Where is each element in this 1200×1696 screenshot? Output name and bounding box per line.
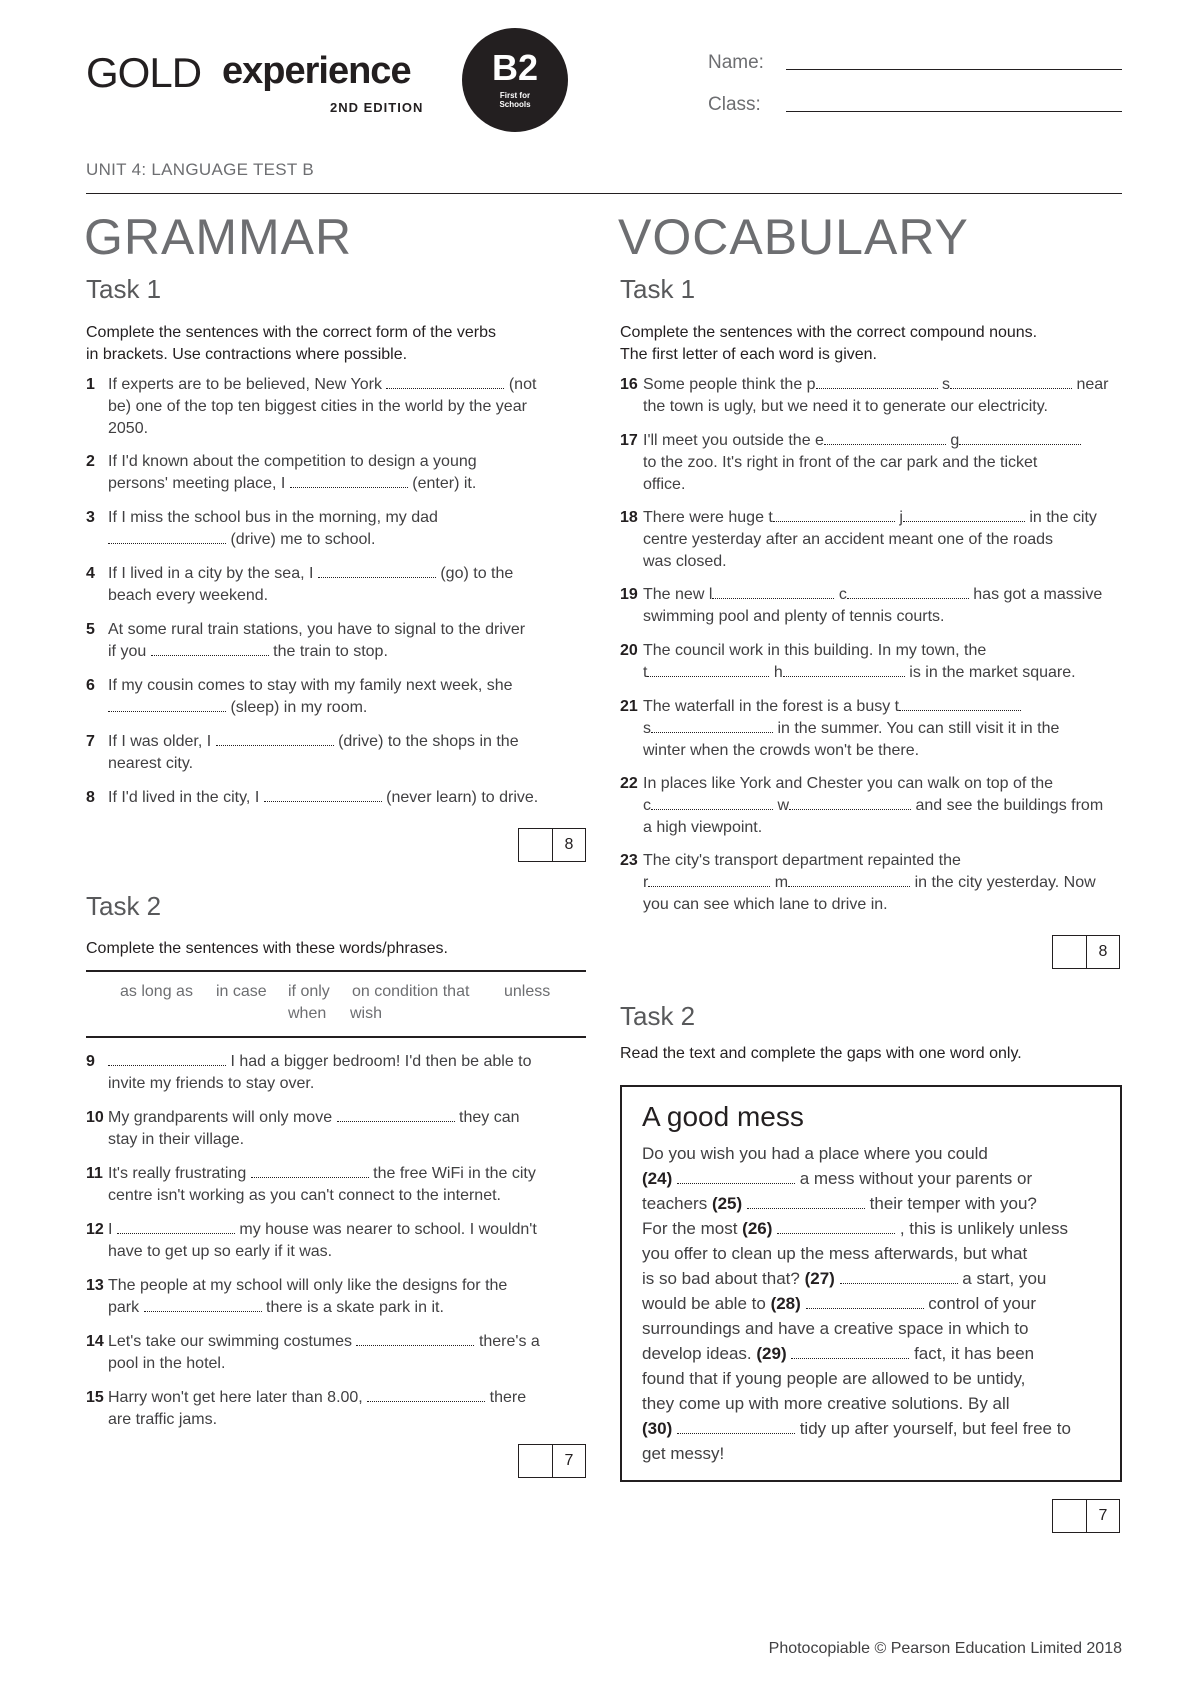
answer-gap[interactable] xyxy=(783,662,905,677)
score-total: 7 xyxy=(1098,1507,1108,1524)
answer-gap[interactable] xyxy=(789,795,911,810)
vocab-task2-instruction: Read the text and complete the gaps with one word only. xyxy=(620,1045,1022,1062)
answer-gap[interactable] xyxy=(290,473,408,488)
grammar-item-9: 9 I had a bigger bedroom! I'd then be able to invite my friends to stay over. xyxy=(86,1053,532,1092)
score-total: 8 xyxy=(564,836,574,853)
grammar-item-11: 11 It's really frustrating the free WiFi in the city centre isn't working as you can't connect to the internet. xyxy=(86,1165,536,1204)
grammar-item-15: 15 Harry won't get here later than 8.00, there are traffic jams. xyxy=(86,1389,527,1428)
answer-gap[interactable] xyxy=(747,1194,865,1209)
word-item: wish xyxy=(350,1005,383,1022)
grammar-task1-instruction: Complete the sentences with the correct form of the verbs in brackets. Use contractions where possible. xyxy=(86,324,496,363)
grammar-item-13: 13 The people at my school will only like the designs for the park there is a skate park in it. xyxy=(86,1277,508,1316)
answer-gap[interactable] xyxy=(651,718,773,733)
score-input[interactable] xyxy=(1053,1500,1087,1532)
text-line: (30) tidy up after yourself, but feel free to xyxy=(642,1419,1071,1438)
grammar-item-4: 4 If I lived in a city by the sea, I (go) to the beach every weekend. xyxy=(86,565,514,604)
word-item: as long as xyxy=(120,983,193,1000)
name-label: Name: xyxy=(708,52,764,73)
name-field[interactable] xyxy=(786,69,1122,70)
word-item: on condition that xyxy=(352,983,470,1000)
copyright-footer: Photocopiable © Pearson Education Limited 2018 xyxy=(768,1640,1122,1657)
answer-gap[interactable] xyxy=(108,529,226,544)
text-line: found that if young people are allowed to be untidy, xyxy=(642,1369,1026,1388)
score-total: 8 xyxy=(1098,943,1108,960)
answer-gap[interactable] xyxy=(847,584,969,599)
grammar-item-8: 8 If I'd lived in the city, I (never learn) to drive. xyxy=(86,789,539,806)
answer-gap[interactable] xyxy=(337,1107,455,1122)
vocab-item-18: 18 There were huge t j in the city centre yesterday after an accident meant one of the roads was closed. xyxy=(620,509,1097,570)
vocab-item-22: 22 In places like York and Chester you can walk on top of the c w and see the buildings from a high viewpoint. xyxy=(620,775,1104,836)
vocab-item-19: 19 The new l c has got a massive swimming pool and plenty of tennis courts. xyxy=(620,586,1103,625)
logo-experience: experience xyxy=(222,50,411,92)
word-item: unless xyxy=(504,983,551,1000)
vocab-task1-instruction: Complete the sentences with the correct compound nouns. The first letter of each word is given. xyxy=(620,324,1038,363)
text-line: get messy! xyxy=(642,1444,725,1463)
vocabulary-title: VOCABULARY xyxy=(618,209,969,265)
grammar-item-5: 5 At some rural train stations, you have to signal to the driver if you the train to stop. xyxy=(86,621,526,660)
vocab-item-17: 17 I'll meet you outside the e g to the zoo. It's right in front of the car park and the ticket office. xyxy=(620,430,1124,496)
grammar-item-12: 12 I my house was nearer to school. I wouldn't have to get up so early if it was. xyxy=(86,1221,537,1260)
grammar-item-7: 7 If I was older, I (drive) to the shops in the nearest city. xyxy=(86,733,519,772)
answer-gap[interactable] xyxy=(899,696,1021,711)
score-box xyxy=(1052,935,1120,969)
class-label: Class: xyxy=(708,94,761,115)
answer-gap[interactable] xyxy=(777,1219,895,1234)
reading-text-box xyxy=(620,1085,1122,1482)
class-field[interactable] xyxy=(786,111,1122,112)
vocab-item-16: 16 Some people think the p s near the town is ugly, but we need it to generate our electricity. xyxy=(620,376,1109,415)
badge-subtitle: First for Schools xyxy=(499,91,531,109)
answer-gap[interactable] xyxy=(151,641,269,656)
grammar-task2-title: Task 2 xyxy=(86,891,162,921)
grammar-task2-instruction: Complete the sentences with these words/phrases. xyxy=(86,940,448,957)
text-line: you offer to clean up the mess afterwards, but what xyxy=(642,1244,1028,1263)
logo-gold: GOLD xyxy=(86,49,202,96)
answer-gap[interactable] xyxy=(356,1331,474,1346)
word-item: in case xyxy=(216,983,267,1000)
answer-gap[interactable] xyxy=(651,795,773,810)
score-box xyxy=(518,1444,586,1478)
level-badge xyxy=(462,28,568,132)
text-line: teachers (25) their temper with you? xyxy=(642,1194,1037,1213)
vocab-item-20: 20 The council work in this building. In my town, the t h is in the market square. xyxy=(620,642,1076,681)
answer-gap[interactable] xyxy=(791,1344,909,1359)
answer-gap[interactable] xyxy=(903,507,1025,522)
header-divider xyxy=(86,193,1122,194)
text-line: For the most (26) , this is unlikely unless xyxy=(642,1219,1069,1238)
reading-text-title: A good mess xyxy=(642,1101,804,1132)
answer-gap[interactable] xyxy=(840,1269,958,1284)
score-box xyxy=(518,828,586,862)
answer-gap[interactable] xyxy=(824,430,946,445)
answer-gap[interactable] xyxy=(648,872,770,887)
unit-title: UNIT 4: LANGUAGE TEST B xyxy=(86,160,314,179)
answer-gap[interactable] xyxy=(386,374,504,389)
score-input[interactable] xyxy=(519,1445,553,1477)
badge-level: B2 xyxy=(491,47,539,88)
answer-gap[interactable] xyxy=(950,374,1072,389)
word-box xyxy=(86,970,586,1038)
answer-gap[interactable] xyxy=(806,1294,924,1309)
answer-gap[interactable] xyxy=(677,1169,795,1184)
text-line: they come up with more creative solutions. By all xyxy=(642,1394,1010,1413)
answer-gap[interactable] xyxy=(959,430,1081,445)
answer-gap[interactable] xyxy=(318,563,436,578)
grammar-item-2: 2 If I'd known about the competition to design a young persons' meeting place, I (enter) it. xyxy=(86,453,477,492)
answer-gap[interactable] xyxy=(816,374,938,389)
text-line: surroundings and have a creative space in which to xyxy=(642,1319,1029,1338)
vocab-item-21: 21 The waterfall in the forest is a busy t s in the summer. You can still visit it in the winter when the crowds won't be there. xyxy=(620,698,1060,759)
score-input[interactable] xyxy=(519,829,553,861)
answer-gap[interactable] xyxy=(216,731,334,746)
answer-gap[interactable] xyxy=(677,1419,795,1434)
answer-gap[interactable] xyxy=(251,1163,369,1178)
score-total: 7 xyxy=(564,1452,574,1469)
grammar-task1-title: Task 1 xyxy=(86,274,162,304)
word-item: when xyxy=(288,1005,327,1022)
text-line: would be able to (28) control of your xyxy=(642,1294,1036,1313)
text-line: is so bad about that? (27) a start, you xyxy=(642,1269,1047,1288)
score-box xyxy=(1052,1499,1120,1533)
grammar-item-3: 3 If I miss the school bus in the morning, my dad (drive) me to school. xyxy=(86,509,438,548)
answer-gap[interactable] xyxy=(367,1387,485,1402)
text-line: develop ideas. (29) fact, it has been xyxy=(642,1344,1035,1363)
answer-gap[interactable] xyxy=(647,662,769,677)
edition-label: 2ND EDITION xyxy=(330,100,424,115)
answer-gap[interactable] xyxy=(108,1051,226,1066)
answer-gap[interactable] xyxy=(712,584,834,599)
grammar-item-10: 10 My grandparents will only move they can stay in their village. xyxy=(86,1109,520,1148)
grammar-item-1: 1 If experts are to be believed, New York (not be) one of the top ten biggest cities in the world by the year 2050. xyxy=(86,376,537,437)
answer-gap[interactable] xyxy=(117,1219,235,1234)
vocab-item-23: 23 The city's transport department repainted the r m in the city yesterday. Now you can see which lane to drive in. xyxy=(620,852,1096,913)
score-input[interactable] xyxy=(1053,936,1087,968)
vocab-task1-title: Task 1 xyxy=(620,274,696,304)
answer-gap[interactable] xyxy=(788,872,910,887)
answer-gap[interactable] xyxy=(264,787,382,802)
grammar-item-6: 6 If my cousin comes to stay with my family next week, she (sleep) in my room. xyxy=(86,677,513,716)
vocab-task2-title: Task 2 xyxy=(620,1001,696,1031)
word-item: if only xyxy=(288,983,330,1000)
text-line: Do you wish you had a place where you could xyxy=(642,1144,988,1163)
answer-gap[interactable] xyxy=(144,1297,262,1312)
answer-gap[interactable] xyxy=(773,507,895,522)
text-line: (24) a mess without your parents or xyxy=(642,1169,1033,1188)
grammar-title: GRAMMAR xyxy=(84,209,353,265)
answer-gap[interactable] xyxy=(108,697,226,712)
grammar-item-14: 14 Let's take our swimming costumes there's a pool in the hotel. xyxy=(86,1333,540,1372)
